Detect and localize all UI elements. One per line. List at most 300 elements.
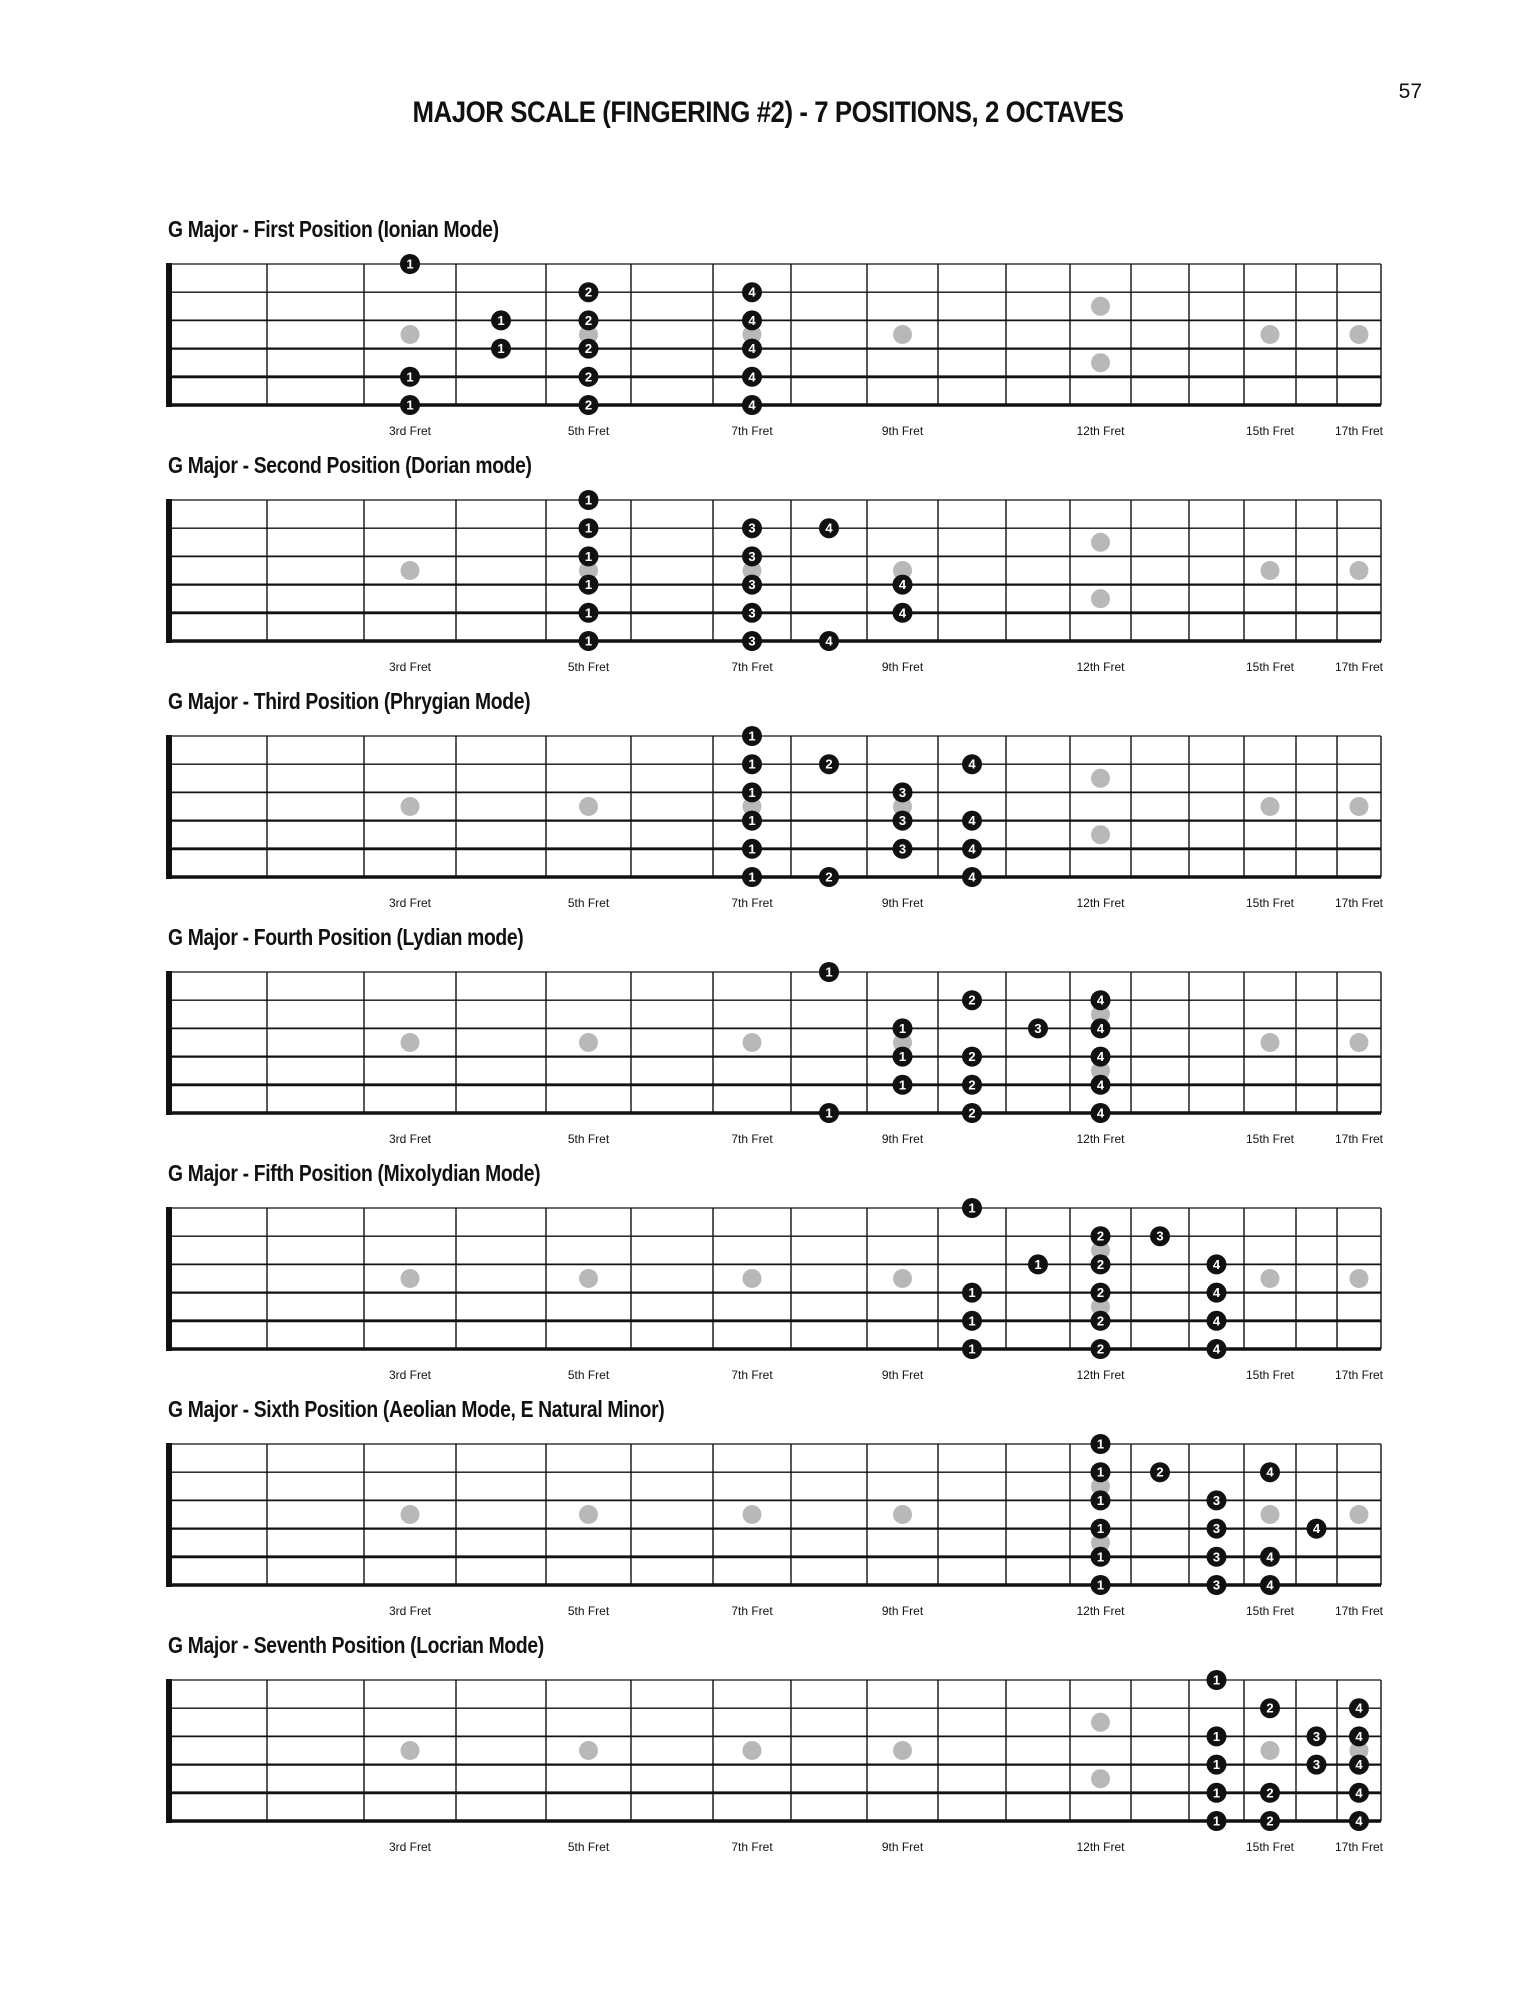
note-marker xyxy=(742,367,762,387)
inlay-dot xyxy=(401,561,420,580)
note-marker xyxy=(1091,1339,1111,1359)
fret-label: 15th Fret xyxy=(1245,660,1295,674)
finger-number: 4 xyxy=(1096,992,1105,1008)
note-marker xyxy=(1349,1726,1369,1746)
note-marker xyxy=(1091,990,1111,1010)
inlay-dot xyxy=(1091,825,1110,844)
finger-number: 3 xyxy=(1312,1757,1321,1773)
page-title: MAJOR SCALE (FINGERING #2) - 7 POSITIONS, 2 OCTAVES xyxy=(412,96,1124,129)
finger-number: 1 xyxy=(584,633,593,649)
note-marker xyxy=(1307,1726,1327,1746)
note-marker xyxy=(893,1075,913,1095)
finger-number: 4 xyxy=(1266,1464,1274,1480)
fret-label: 9th Fret xyxy=(881,1132,924,1146)
fretboard-diagram xyxy=(0,688,1536,924)
inlay-dot xyxy=(401,1033,420,1052)
finger-number: 3 xyxy=(1312,1728,1321,1744)
finger-number: 1 xyxy=(406,369,414,385)
finger-number: 2 xyxy=(968,1077,976,1093)
finger-number: 1 xyxy=(748,869,756,885)
note-marker xyxy=(1207,1811,1227,1831)
finger-number: 4 xyxy=(1096,1020,1105,1036)
nut xyxy=(166,499,172,643)
note-marker xyxy=(962,1075,982,1095)
finger-number: 1 xyxy=(898,1020,907,1036)
note-marker xyxy=(1260,1575,1280,1595)
fret-label: 15th Fret xyxy=(1245,896,1295,910)
note-marker xyxy=(400,395,420,415)
diagram-title: G Major - Sixth Position (Aeolian Mode, E Natural Minor) xyxy=(168,1396,665,1422)
note-marker xyxy=(962,1103,982,1123)
note-marker xyxy=(962,867,982,887)
note-marker xyxy=(579,631,599,651)
finger-number: 2 xyxy=(1266,1785,1274,1801)
inlay-dot xyxy=(401,1269,420,1288)
fretboard-diagram xyxy=(0,1632,1536,1868)
inlay-dot xyxy=(1261,561,1280,580)
note-marker xyxy=(1349,1811,1369,1831)
inlay-dot xyxy=(1091,353,1110,372)
fret-label: 5th Fret xyxy=(567,1132,610,1146)
note-marker xyxy=(1207,1519,1227,1539)
finger-number: 4 xyxy=(748,369,756,385)
note-marker xyxy=(1091,1462,1111,1482)
finger-number: 4 xyxy=(1266,1577,1274,1593)
fret-label: 9th Fret xyxy=(881,424,924,438)
inlay-dot xyxy=(401,1505,420,1524)
note-marker xyxy=(893,1018,913,1038)
fret-label: 12th Fret xyxy=(1076,1840,1125,1854)
fret-label: 12th Fret xyxy=(1076,660,1125,674)
finger-number: 3 xyxy=(748,633,756,649)
note-marker xyxy=(1307,1519,1327,1539)
fret-label: 17th Fret xyxy=(1334,1604,1384,1618)
note-marker xyxy=(893,839,913,859)
fret-label: 3rd Fret xyxy=(388,424,432,438)
note-marker xyxy=(962,1339,982,1359)
note-marker xyxy=(400,254,420,274)
fret-label: 17th Fret xyxy=(1334,424,1384,438)
finger-number: 3 xyxy=(748,548,756,564)
nut xyxy=(166,1207,172,1351)
fret-label: 5th Fret xyxy=(567,1604,610,1618)
note-marker xyxy=(1150,1226,1170,1246)
scale-diagram xyxy=(0,1396,1536,1632)
note-marker xyxy=(1207,1726,1227,1746)
fret-label: 7th Fret xyxy=(731,1368,773,1382)
finger-number: 4 xyxy=(1096,1077,1105,1093)
finger-number: 1 xyxy=(497,312,505,328)
note-marker xyxy=(962,1047,982,1067)
finger-number: 3 xyxy=(1156,1228,1164,1244)
finger-number: 4 xyxy=(898,577,907,593)
finger-number: 4 xyxy=(1212,1285,1221,1301)
fret-label: 5th Fret xyxy=(567,660,610,674)
finger-number: 2 xyxy=(968,1049,976,1065)
fret-label: 9th Fret xyxy=(881,896,924,910)
note-marker xyxy=(893,575,913,595)
inlay-dot xyxy=(1261,1741,1280,1760)
finger-number: 4 xyxy=(1212,1313,1221,1329)
note-marker xyxy=(1091,1311,1111,1331)
fret-label: 5th Fret xyxy=(567,1840,610,1854)
fret-label: 15th Fret xyxy=(1245,1840,1295,1854)
fret-label: 15th Fret xyxy=(1245,1604,1295,1618)
note-marker xyxy=(1207,1311,1227,1331)
fretboard-diagram xyxy=(0,1396,1536,1632)
note-marker xyxy=(962,754,982,774)
fret-label: 3rd Fret xyxy=(388,1840,432,1854)
note-marker xyxy=(1091,1519,1111,1539)
note-marker xyxy=(579,518,599,538)
note-marker xyxy=(819,631,839,651)
fretboard-diagram xyxy=(0,452,1536,688)
fret-label: 5th Fret xyxy=(567,424,610,438)
finger-number: 2 xyxy=(1096,1341,1105,1357)
scale-diagram xyxy=(0,1160,1536,1396)
fret-label: 3rd Fret xyxy=(388,1132,432,1146)
note-marker xyxy=(400,367,420,387)
finger-number: 1 xyxy=(825,964,833,980)
nut xyxy=(166,1443,172,1587)
finger-number: 1 xyxy=(1096,1464,1105,1480)
note-marker xyxy=(1349,1783,1369,1803)
fret-label: 15th Fret xyxy=(1245,1368,1295,1382)
fret-label: 7th Fret xyxy=(731,424,773,438)
finger-number: 2 xyxy=(825,756,833,772)
fret-label: 7th Fret xyxy=(731,1840,773,1854)
note-marker xyxy=(742,575,762,595)
finger-number: 1 xyxy=(406,397,414,413)
fret-label: 15th Fret xyxy=(1245,424,1295,438)
inlay-dot xyxy=(1091,297,1110,316)
finger-number: 1 xyxy=(1212,1757,1221,1773)
inlay-dot xyxy=(579,797,598,816)
finger-number: 1 xyxy=(898,1049,907,1065)
finger-number: 3 xyxy=(898,784,907,800)
fret-label: 9th Fret xyxy=(881,1368,924,1382)
note-marker xyxy=(742,631,762,651)
fret-label: 7th Fret xyxy=(731,1604,773,1618)
note-marker xyxy=(579,490,599,510)
finger-number: 1 xyxy=(584,577,593,593)
note-marker xyxy=(1207,1283,1227,1303)
fret-label: 3rd Fret xyxy=(388,1604,432,1618)
finger-number: 4 xyxy=(1312,1521,1321,1537)
fret-label: 3rd Fret xyxy=(388,660,432,674)
finger-number: 2 xyxy=(1096,1313,1105,1329)
nut xyxy=(166,971,172,1115)
inlay-dot xyxy=(1091,589,1110,608)
fret-label: 17th Fret xyxy=(1334,1368,1384,1382)
finger-number: 2 xyxy=(968,1105,976,1121)
inlay-dot xyxy=(893,325,912,344)
note-marker xyxy=(1091,1490,1111,1510)
note-marker xyxy=(1207,1490,1227,1510)
finger-number: 3 xyxy=(1212,1549,1221,1565)
note-marker xyxy=(893,782,913,802)
inlay-dot xyxy=(401,797,420,816)
fret-label: 12th Fret xyxy=(1076,424,1125,438)
note-marker xyxy=(742,282,762,302)
diagram-title: G Major - Seventh Position (Locrian Mode) xyxy=(168,1632,544,1658)
finger-number: 2 xyxy=(584,341,593,357)
finger-number: 4 xyxy=(1096,1105,1105,1121)
nut xyxy=(166,1679,172,1823)
finger-number: 4 xyxy=(1355,1700,1363,1716)
inlay-dot xyxy=(1350,1033,1369,1052)
inlay-dot xyxy=(1350,325,1369,344)
finger-number: 4 xyxy=(748,397,756,413)
finger-number: 1 xyxy=(584,605,593,621)
finger-number: 1 xyxy=(748,756,756,772)
note-marker xyxy=(819,867,839,887)
finger-number: 4 xyxy=(1212,1341,1221,1357)
finger-number: 3 xyxy=(898,841,907,857)
finger-number: 4 xyxy=(1212,1256,1221,1272)
inlay-dot xyxy=(579,1505,598,1524)
fret-label: 3rd Fret xyxy=(388,1368,432,1382)
finger-number: 2 xyxy=(968,992,976,1008)
inlay-dot xyxy=(743,1269,762,1288)
inlay-dot xyxy=(893,1505,912,1524)
finger-number: 4 xyxy=(748,284,756,300)
finger-number: 2 xyxy=(584,312,593,328)
note-marker xyxy=(1028,1018,1048,1038)
finger-number: 3 xyxy=(898,813,907,829)
note-marker xyxy=(962,990,982,1010)
note-marker xyxy=(1091,1018,1111,1038)
fretboard-diagram xyxy=(0,216,1536,452)
note-marker xyxy=(962,811,982,831)
note-marker xyxy=(893,1047,913,1067)
fret-label: 7th Fret xyxy=(731,896,773,910)
diagram-title: G Major - Third Position (Phrygian Mode) xyxy=(168,688,531,714)
fret-label: 7th Fret xyxy=(731,660,773,674)
diagram-title: G Major - First Position (Ionian Mode) xyxy=(168,216,499,242)
finger-number: 1 xyxy=(968,1200,976,1216)
inlay-dot xyxy=(1091,533,1110,552)
finger-number: 1 xyxy=(1212,1813,1221,1829)
inlay-dot xyxy=(1261,1505,1280,1524)
note-marker xyxy=(742,310,762,330)
note-marker xyxy=(893,811,913,831)
note-marker xyxy=(1260,1783,1280,1803)
note-marker xyxy=(1091,1575,1111,1595)
note-marker xyxy=(742,811,762,831)
finger-number: 1 xyxy=(898,1077,907,1093)
finger-number: 1 xyxy=(1096,1521,1105,1537)
diagram-title: G Major - Fourth Position (Lydian mode) xyxy=(168,924,524,950)
note-marker xyxy=(893,603,913,623)
finger-number: 4 xyxy=(1266,1549,1274,1565)
note-marker xyxy=(579,546,599,566)
finger-number: 3 xyxy=(1034,1020,1042,1036)
fret-label: 17th Fret xyxy=(1334,660,1384,674)
finger-number: 1 xyxy=(1096,1577,1105,1593)
finger-number: 2 xyxy=(584,397,593,413)
inlay-dot xyxy=(1091,1713,1110,1732)
note-marker xyxy=(1207,1254,1227,1274)
finger-number: 4 xyxy=(968,869,976,885)
fretboard-diagram xyxy=(0,1160,1536,1396)
finger-number: 4 xyxy=(1355,1728,1363,1744)
finger-number: 3 xyxy=(1212,1492,1221,1508)
note-marker xyxy=(742,754,762,774)
inlay-dot xyxy=(1091,769,1110,788)
note-marker xyxy=(1207,1339,1227,1359)
note-marker xyxy=(579,367,599,387)
note-marker xyxy=(579,395,599,415)
note-marker xyxy=(1207,1670,1227,1690)
inlay-dot xyxy=(743,1033,762,1052)
finger-number: 2 xyxy=(584,284,593,300)
note-marker xyxy=(1028,1254,1048,1274)
note-marker xyxy=(1260,1547,1280,1567)
finger-number: 4 xyxy=(1096,1049,1105,1065)
inlay-dot xyxy=(743,1741,762,1760)
fret-label: 9th Fret xyxy=(881,1604,924,1618)
note-marker xyxy=(742,782,762,802)
fret-label: 17th Fret xyxy=(1334,896,1384,910)
note-marker xyxy=(819,962,839,982)
note-marker xyxy=(742,546,762,566)
finger-number: 2 xyxy=(1266,1813,1274,1829)
finger-number: 1 xyxy=(1212,1728,1221,1744)
note-marker xyxy=(962,839,982,859)
note-marker xyxy=(1349,1698,1369,1718)
note-marker xyxy=(1091,1075,1111,1095)
inlay-dot xyxy=(1261,325,1280,344)
finger-number: 2 xyxy=(1096,1285,1105,1301)
finger-number: 1 xyxy=(968,1313,976,1329)
fretboard-diagram xyxy=(0,924,1536,1160)
note-marker xyxy=(1207,1575,1227,1595)
finger-number: 1 xyxy=(748,841,756,857)
finger-number: 4 xyxy=(1355,1813,1363,1829)
inlay-dot xyxy=(1261,1033,1280,1052)
inlay-dot xyxy=(401,1741,420,1760)
finger-number: 3 xyxy=(1212,1577,1221,1593)
note-marker xyxy=(742,839,762,859)
scale-diagram xyxy=(0,452,1536,688)
inlay-dot xyxy=(743,1505,762,1524)
finger-number: 2 xyxy=(825,869,833,885)
note-marker xyxy=(742,395,762,415)
note-marker xyxy=(1260,1698,1280,1718)
inlay-dot xyxy=(1350,1269,1369,1288)
note-marker xyxy=(1150,1462,1170,1482)
note-marker xyxy=(962,1311,982,1331)
finger-number: 1 xyxy=(497,341,505,357)
finger-number: 4 xyxy=(968,813,976,829)
finger-number: 1 xyxy=(968,1285,976,1301)
finger-number: 1 xyxy=(1096,1549,1105,1565)
note-marker xyxy=(1091,1283,1111,1303)
fret-label: 17th Fret xyxy=(1334,1132,1384,1146)
note-marker xyxy=(1349,1755,1369,1775)
note-marker xyxy=(579,339,599,359)
finger-number: 4 xyxy=(825,520,833,536)
note-marker xyxy=(579,575,599,595)
finger-number: 1 xyxy=(584,492,593,508)
inlay-dot xyxy=(579,1033,598,1052)
finger-number: 1 xyxy=(584,520,593,536)
page-number: 57 xyxy=(1398,80,1422,103)
finger-number: 2 xyxy=(1266,1700,1274,1716)
note-marker xyxy=(742,867,762,887)
scale-diagram xyxy=(0,216,1536,452)
note-marker xyxy=(1207,1783,1227,1803)
finger-number: 1 xyxy=(748,728,756,744)
fret-label: 9th Fret xyxy=(881,1840,924,1854)
finger-number: 1 xyxy=(1212,1672,1221,1688)
inlay-dot xyxy=(401,325,420,344)
nut xyxy=(166,263,172,407)
inlay-dot xyxy=(1350,1505,1369,1524)
finger-number: 1 xyxy=(1034,1256,1042,1272)
inlay-dot xyxy=(579,1741,598,1760)
note-marker xyxy=(742,518,762,538)
note-marker xyxy=(1091,1047,1111,1067)
fret-label: 12th Fret xyxy=(1076,1132,1125,1146)
note-marker xyxy=(1091,1254,1111,1274)
finger-number: 1 xyxy=(1096,1492,1105,1508)
inlay-dot xyxy=(579,1269,598,1288)
note-marker xyxy=(819,754,839,774)
note-marker xyxy=(962,1198,982,1218)
fret-label: 5th Fret xyxy=(567,896,610,910)
note-marker xyxy=(491,310,511,330)
note-marker xyxy=(1091,1226,1111,1246)
fret-label: 3rd Fret xyxy=(388,896,432,910)
scale-diagram xyxy=(0,924,1536,1160)
finger-number: 4 xyxy=(748,341,756,357)
fret-label: 7th Fret xyxy=(731,1132,773,1146)
fret-label: 17th Fret xyxy=(1334,1840,1384,1854)
finger-number: 3 xyxy=(748,520,756,536)
note-marker xyxy=(579,282,599,302)
inlay-dot xyxy=(1350,797,1369,816)
finger-number: 1 xyxy=(968,1341,976,1357)
nut xyxy=(166,735,172,879)
note-marker xyxy=(1307,1755,1327,1775)
inlay-dot xyxy=(1350,561,1369,580)
note-marker xyxy=(1207,1755,1227,1775)
note-marker xyxy=(579,603,599,623)
note-marker xyxy=(1091,1547,1111,1567)
note-marker xyxy=(742,339,762,359)
finger-number: 2 xyxy=(1096,1256,1105,1272)
note-marker xyxy=(742,603,762,623)
finger-number: 1 xyxy=(1212,1785,1221,1801)
scale-diagram xyxy=(0,1632,1536,1868)
inlay-dot xyxy=(893,1269,912,1288)
finger-number: 2 xyxy=(1096,1228,1105,1244)
finger-number: 1 xyxy=(1096,1436,1105,1452)
fret-label: 15th Fret xyxy=(1245,1132,1295,1146)
finger-number: 4 xyxy=(825,633,833,649)
finger-number: 4 xyxy=(898,605,907,621)
finger-number: 1 xyxy=(748,784,756,800)
finger-number: 1 xyxy=(584,548,593,564)
note-marker xyxy=(819,1103,839,1123)
finger-number: 2 xyxy=(1156,1464,1164,1480)
diagram-title: G Major - Second Position (Dorian mode) xyxy=(168,452,532,478)
note-marker xyxy=(1260,1462,1280,1482)
note-marker xyxy=(579,310,599,330)
fret-label: 12th Fret xyxy=(1076,1368,1125,1382)
